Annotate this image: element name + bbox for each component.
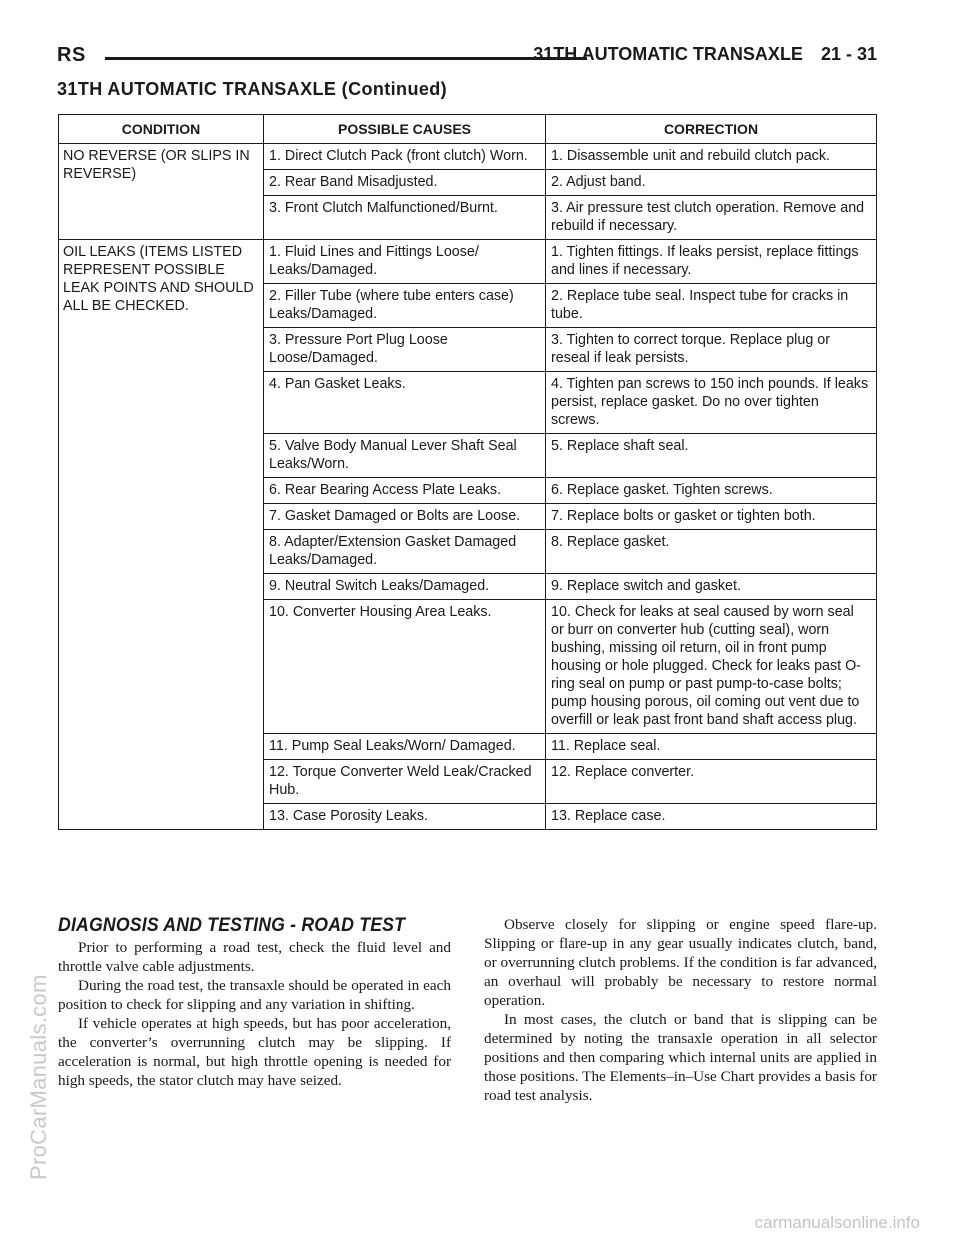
- footer-watermark: carmanualsonline.info: [754, 1213, 920, 1232]
- cause-cell: 2. Filler Tube (where tube enters case) Leaks/Damaged.: [264, 284, 546, 328]
- correction-cell: 6. Replace gasket. Tighten screws.: [546, 478, 877, 504]
- cause-cell: 2. Rear Band Misadjusted.: [264, 170, 546, 196]
- correction-cell: 3. Air pressure test clutch operation. Remove and rebuild if necessary.: [546, 196, 877, 240]
- cause-cell: 7. Gasket Damaged or Bolts are Loose.: [264, 504, 546, 530]
- cause-cell: 1. Fluid Lines and Fittings Loose/ Leaks/Damaged.: [264, 240, 546, 284]
- page-header: [57, 44, 877, 74]
- paragraph: Prior to performing a road test, check the fluid level and throttle valve cable adjustments.: [58, 939, 451, 975]
- correction-cell: 4. Tighten pan screws to 150 inch pounds. If leaks persist, replace gasket. Do no over tighten screws.: [546, 372, 877, 434]
- cause-cell: 1. Direct Clutch Pack (front clutch) Worn.: [264, 144, 546, 170]
- paragraph: In most cases, the clutch or band that is slipping can be determined by noting the transaxle operation in all selector positions and then comparing which internal units are applied in those positions. The Elements–in–Use Chart provides a basis for road test analysis.: [484, 1011, 877, 1104]
- correction-cell: 7. Replace bolts or gasket or tighten both.: [546, 504, 877, 530]
- diagnosis-table: [58, 114, 877, 830]
- paragraph: If vehicle operates at high speeds, but has poor acceleration, the converter’s overrunning clutch may be slipping. If acceleration is normal, but high throttle opening is needed for high speeds, the stator clutch may have seized.: [58, 1015, 451, 1089]
- correction-cell: 1. Tighten fittings. If leaks persist, replace fittings and lines if necessary.: [546, 240, 877, 284]
- correction-cell: 5. Replace shaft seal.: [546, 434, 877, 478]
- cause-cell: 6. Rear Bearing Access Plate Leaks.: [264, 478, 546, 504]
- condition-cell: OIL LEAKS (ITEMS LISTED REPRESENT POSSIBLE LEAK POINTS AND SHOULD ALL BE CHECKED.: [59, 240, 264, 830]
- header-section-code: RS: [57, 44, 86, 66]
- paragraph: During the road test, the transaxle should be operated in each position to check for slipping and any variation in shifting.: [58, 977, 451, 1013]
- page-number: 21 - 31: [820, 44, 877, 64]
- cause-cell: 4. Pan Gasket Leaks.: [264, 372, 546, 434]
- table-header-row: [59, 115, 877, 144]
- cause-cell: 9. Neutral Switch Leaks/Damaged.: [264, 574, 546, 600]
- condition-cell: NO REVERSE (OR SLIPS IN REVERSE): [59, 144, 264, 240]
- page-subtitle: 31TH AUTOMATIC TRANSAXLE (Continued): [57, 79, 448, 99]
- cause-cell: 13. Case Porosity Leaks.: [264, 804, 546, 830]
- cause-cell: 5. Valve Body Manual Lever Shaft Seal Leaks/Worn.: [264, 434, 546, 478]
- correction-cell: 10. Check for leaks at seal caused by worn seal or burr on converter hub (cutting seal), worn bushing, missing oil return, oil in front pump housing or hole plugged. Check for leaks past O-ring seal on pump or past pump-to-case bolts; pump housing porous, oil coming out vent due to overfill or leak past front band shaft access plug.: [546, 600, 877, 734]
- cause-cell: 12. Torque Converter Weld Leak/Cracked Hub.: [264, 760, 546, 804]
- correction-cell: 3. Tighten to correct torque. Replace plug or reseal if leak persists.: [546, 328, 877, 372]
- correction-cell: 13. Replace case.: [546, 804, 877, 830]
- correction-cell: 8. Replace gasket.: [546, 530, 877, 574]
- header-title: 31TH AUTOMATIC TRANSAXLE: [533, 44, 803, 64]
- table-row: [59, 144, 877, 170]
- cause-cell: 3. Front Clutch Malfunctioned/Burnt.: [264, 196, 546, 240]
- paragraph: Observe closely for slipping or engine speed flare-up. Slipping or flare-up in any gear usually indicates clutch, band, or overrunning clutch problems. If the condition is far advanced, an overhaul will probably be necessary to restore normal operation.: [484, 916, 877, 1009]
- header-condition: CONDITION: [59, 115, 264, 144]
- header-title-block: [533, 44, 877, 65]
- correction-cell: 2. Adjust band.: [546, 170, 877, 196]
- correction-cell: 12. Replace converter.: [546, 760, 877, 804]
- cause-cell: 10. Converter Housing Area Leaks.: [264, 600, 546, 734]
- left-text-column: [58, 938, 451, 1090]
- table-row: [59, 240, 877, 284]
- header-possible-causes: POSSIBLE CAUSES: [264, 115, 546, 144]
- cause-cell: 11. Pump Seal Leaks/Worn/ Damaged.: [264, 734, 546, 760]
- table-body: [59, 144, 877, 830]
- side-watermark: ProCarManuals.com: [26, 974, 51, 1180]
- correction-cell: 2. Replace tube seal. Inspect tube for cracks in tube.: [546, 284, 877, 328]
- correction-cell: 11. Replace seal.: [546, 734, 877, 760]
- right-text-column: [484, 915, 877, 1105]
- cause-cell: 3. Pressure Port Plug Loose Loose/Damaged.: [264, 328, 546, 372]
- header-rule: [105, 57, 587, 60]
- cause-cell: 8. Adapter/Extension Gasket Damaged Leaks/Damaged.: [264, 530, 546, 574]
- correction-cell: 9. Replace switch and gasket.: [546, 574, 877, 600]
- correction-cell: 1. Disassemble unit and rebuild clutch pack.: [546, 144, 877, 170]
- header-correction: CORRECTION: [546, 115, 877, 144]
- section-title: DIAGNOSIS AND TESTING - ROAD TEST: [58, 915, 406, 936]
